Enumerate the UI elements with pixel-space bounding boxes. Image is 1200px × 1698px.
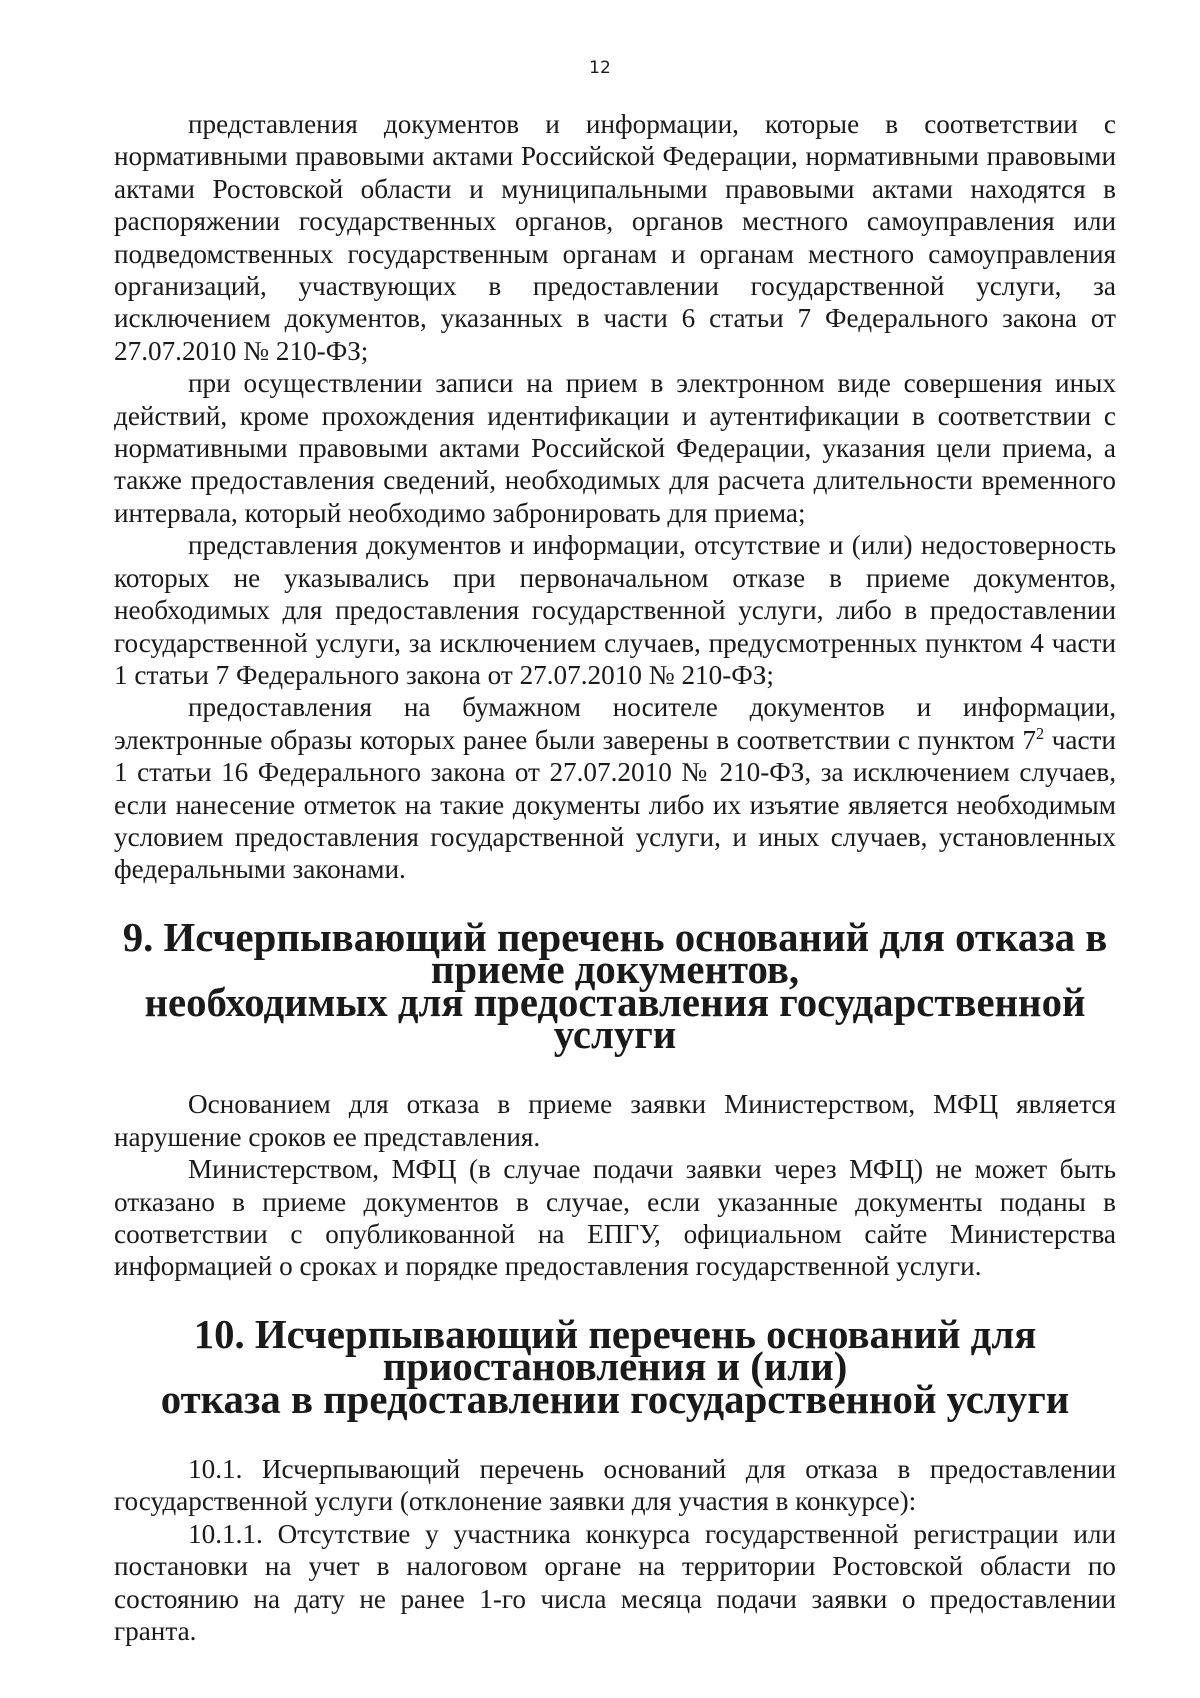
section-10-heading [114,1311,1116,1422]
paragraph: 10.1.1. Отсутствие у участника конкурса государственной регистрации или постановки на учет в налоговом органе на территории Ростовской области по состоянию на дату не ранее 1-го числа месяца подачи заявки о предоставлении гранта. [114,1518,1116,1647]
paragraph: Министерством, МФЦ (в случае подачи заявки через МФЦ) не может быть отказано в приеме документов в случае, если указанные документы поданы в соответствии с опубликованной на ЕПГУ, официальном сайте Министерства информацией о сроках и порядке предоставления государственной услуги. [114,1154,1116,1282]
superscript: 2 [1036,723,1045,743]
paragraph [114,691,1116,885]
paragraph: при осуществлении записи на прием в электронном виде совершения иных действий, кроме прохождения идентификации и аутентификации в соответствии с нормативными правовыми актами Российской Федерации, указания цели приема, а также предоставления сведений, необходимых для расчета длительности временного интервала, который необходимо забронировать для приема; [114,368,1116,528]
paragraph-text: части 1 статьи 16 Федерального закона от 27.07.2010 № 210-ФЗ, за исключением случаев, если нанесение отметок на такие документы либо их изъятие является необходимым условием предоставления государственной услуги, и иных случаев, установленных федеральными законами. [114,724,1116,885]
paragraph-text: предоставления на бумажном носителе документов и информации, электронные образы которых ранее были заверены в соответствии с пунктом 7 [114,692,1116,755]
paragraph: представления документов и информации, отсутствие и (или) недостоверность которых не указывались при первоначальном отказе в приеме документов, необходимых для предоставления государственной услуги, либо в предоставлении государственной услуги, за исключением случаев, предусмотренных пунктом 4 части 1 статьи 7 Федерального закона от 27.07.2010 № 210-ФЗ; [114,530,1116,690]
heading-line: необходимых для предоставления государственной услуги [144,979,1086,1057]
paragraph: Основанием для отказа в приеме заявки Министерством, МФЦ является нарушение сроков ее представления. [114,1089,1116,1152]
section-9-heading [114,914,1116,1057]
page-number: 12 [589,58,611,78]
paragraph: представления документов и информации, которые в соответствии с нормативными правовыми актами Российской Федерации, нормативными правовыми актами Ростовской области и муниципальными правовыми актами находятся в распоряжении государственных органов, органов местного самоуправления или подведомственных государственным органам и органам местного самоуправления организаций, участвующих в предоставлении государственной услуги, за исключением документов, указанных в части 6 статьи 7 Федерального закона от 27.07.2010 № 210-ФЗ; [114,109,1116,366]
document-body [114,108,1116,1647]
paragraph: 10.1. Исчерпывающий перечень оснований для отказа в предоставлении государственной услуги (отклонение заявки для участия в конкурсе): [114,1454,1116,1517]
heading-line: 9. Исчерпывающий перечень оснований для отказа в приеме документов, [122,914,1108,993]
heading-line: отказа в предоставлении государственной услуги [160,1376,1070,1422]
heading-line: 10. Исчерпывающий перечень оснований для приостановления и (или) [193,1311,1037,1390]
